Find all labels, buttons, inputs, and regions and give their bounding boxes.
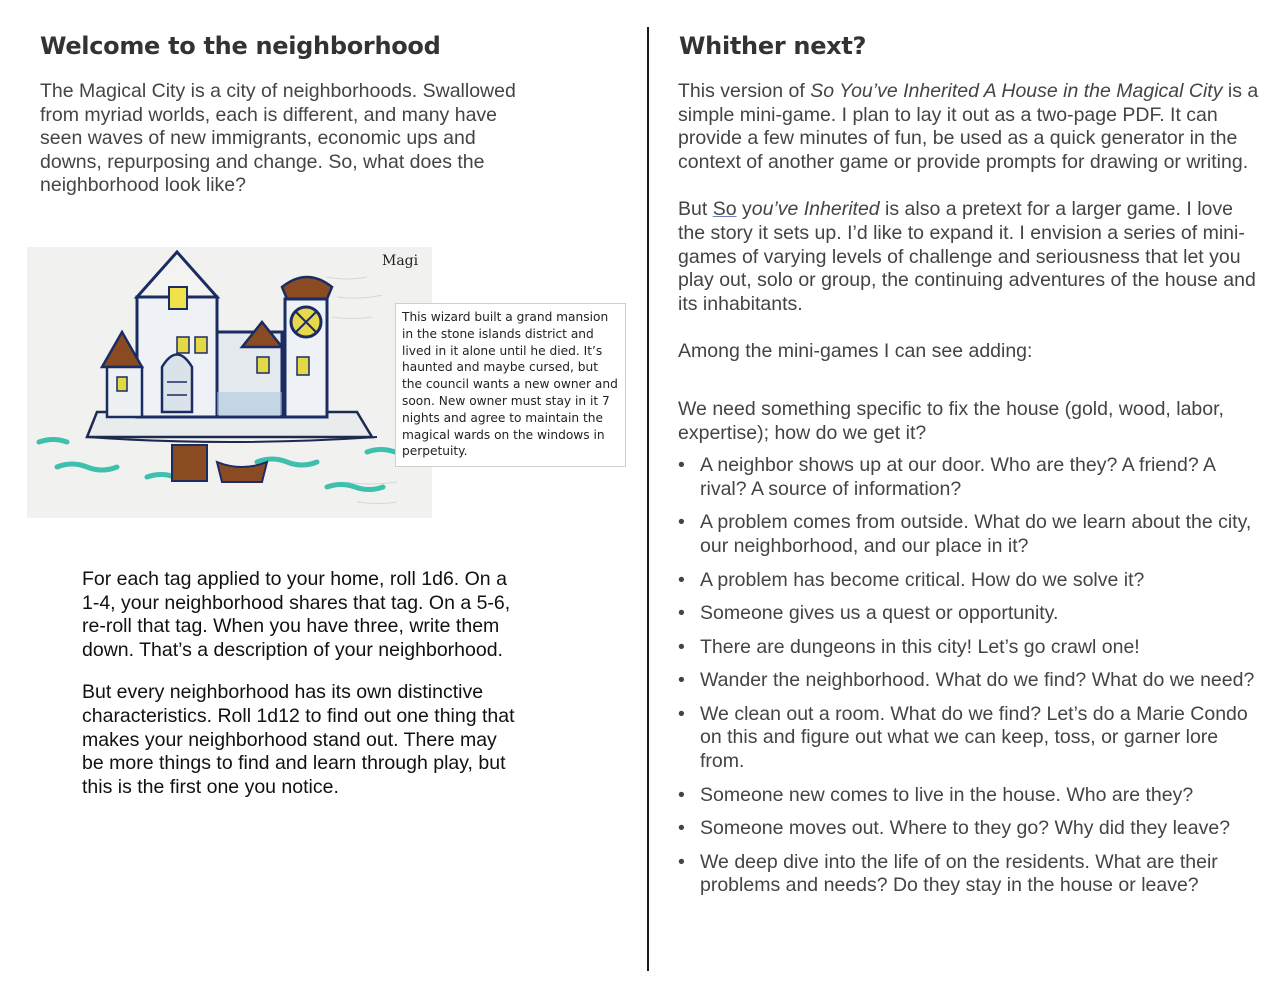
list-item: • A problem comes from outside. What do we learn about the city, our neighborhood, and our place in it?	[678, 511, 1263, 558]
list-item: • Someone gives us a quest or opportunity.	[678, 602, 1263, 626]
roll-instructions	[82, 568, 522, 818]
fix-house-paragraph: We need something specific to fix the house (gold, wood, labor, expertise); how do we get it?	[678, 397, 1224, 444]
version-text-after: is a simple mini-game. I plan to lay it out as a two-page PDF. It can provide a few minutes of fun, be used as a quick generator in the context of another game or provide prompts for drawing or writing.	[678, 80, 1259, 173]
list-item: • We clean out a room. What do we find? Let’s do a Marie Condo on this and figure out what we can keep, toss, or garner lore from.	[678, 703, 1263, 774]
short-title: ou’ve Inherited	[751, 198, 880, 221]
book-title: So You’ve Inherited A House in the Magical City	[810, 80, 1223, 102]
list-item: • We deep dive into the life of on the residents. What are their problems and needs? Do they stay in the house or leave?	[678, 851, 1263, 898]
mini-games-intro: Among the mini-games I can see adding:	[678, 340, 1033, 363]
roll-paragraph-tags: For each tag applied to your home, roll 1d6. On a 1-4, your neighborhood shares that tag. On a 5-6, re-roll that tag. When you have three, write them down. That’s a description of your neighborhood.	[82, 568, 511, 661]
pretext-text-mid: y	[736, 198, 752, 221]
version-paragraph	[678, 80, 1263, 174]
mini-games-list	[678, 454, 1263, 898]
pretext-text-before: But	[678, 198, 713, 221]
pretext-text-after: is also a pretext for a larger game. I love the story it sets up. I’d like to expand it. I envision a series of mini-games of varying levels of challenge and seriousness that let you play out, solo or group, the continuing adventures of the house and its inhabitants.	[678, 198, 1256, 315]
list-item: • Someone new comes to live in the house. Who are they?	[678, 784, 1263, 808]
section-title-neighborhood: Welcome to the neighborhood	[40, 32, 441, 60]
roll-paragraph-distinctive: But every neighborhood has its own distinctive characteristics. Roll 1d12 to find out one thing that makes your neighborhood stand out. There may be more things to find and learn through play, but this is the first one you notice.	[82, 681, 515, 798]
illustration-caption: This wizard built a grand mansion in the stone islands district and lived in it alone until he died. It’s haunted and maybe cursed, but the council wants a new owner and soon. New owner must stay in it 7 nights and agree to maintain the magical wards on the windows in perpetuity.	[395, 303, 626, 467]
artist-signature: Magi	[382, 253, 419, 269]
list-item: • A neighbor shows up at our door. Who are they? A friend? A rival? A source of information?	[678, 454, 1263, 501]
whither-next-body	[678, 80, 1263, 908]
list-item: • Someone moves out. Where to they go? Why did they leave?	[678, 817, 1263, 841]
underlined-word: So	[712, 198, 737, 221]
intro-paragraph: The Magical City is a city of neighborhoods. Swallowed from myriad worlds, each is different, and many have seen waves of new immigrants, economic ups and downs, repurposing and change. So, what does the neighborhood look like?	[40, 80, 516, 197]
list-item: • A problem has become critical. How do we solve it?	[678, 569, 1263, 593]
column-divider	[647, 27, 649, 971]
pretext-paragraph	[678, 198, 1263, 316]
version-text-before: This version of	[678, 80, 811, 102]
section-title-whither-next: Whither next?	[679, 32, 867, 60]
list-item: • There are dungeons in this city! Let’s go crawl one!	[678, 636, 1263, 660]
mansion-illustration	[27, 247, 432, 518]
list-item: • Wander the neighborhood. What do we find? What do we need?	[678, 669, 1263, 693]
